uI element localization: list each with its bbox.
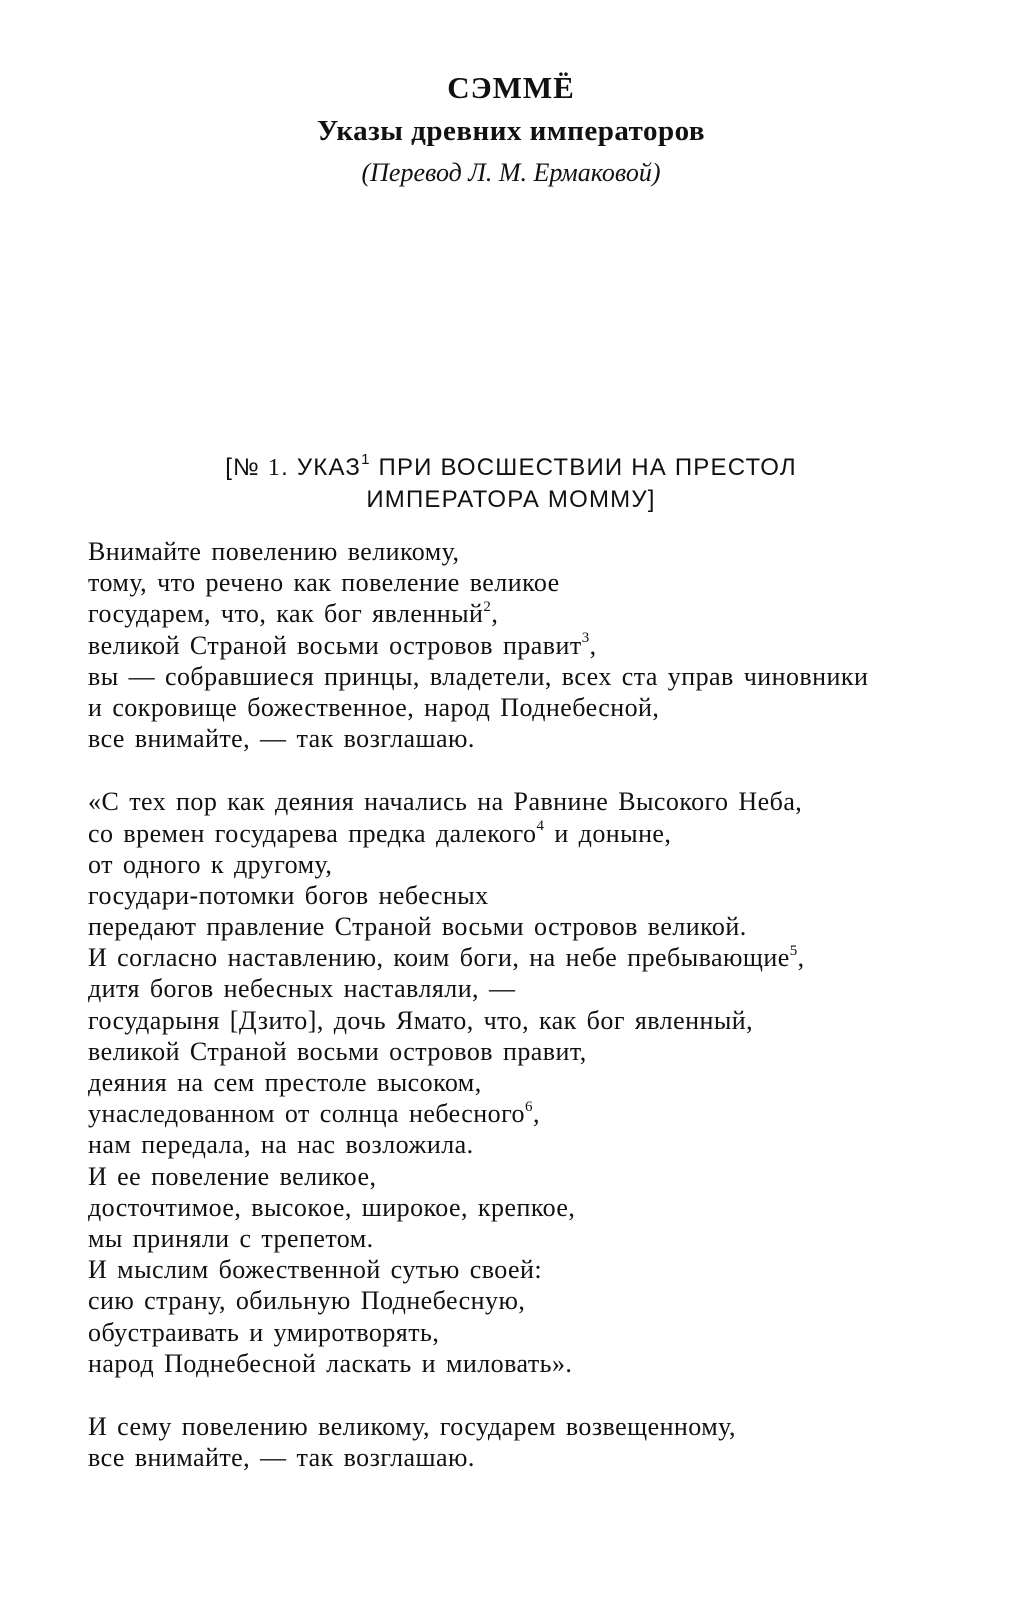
verse-text: передают правление Страной восьми островов великой. bbox=[88, 912, 747, 942]
verse-text: государи-потомки богов небесных bbox=[88, 880, 489, 910]
verse-line bbox=[88, 1285, 988, 1316]
verse-text: дитя богов небесных наставляли, — bbox=[88, 974, 516, 1004]
verse-text: деяния на сем престоле высоком, bbox=[88, 1068, 482, 1097]
verse-text: государыня [Дзито], дочь Ямато, что, как бог явленный, bbox=[88, 1005, 754, 1035]
verse-text-after-note: и доныне, bbox=[544, 818, 672, 848]
stanza bbox=[88, 536, 988, 754]
stanza bbox=[88, 786, 988, 1379]
section-heading-line-2: ИМПЕРАТОРА МОММУ] bbox=[366, 486, 656, 513]
verse-line bbox=[88, 849, 988, 880]
verse-text: великой Страной восьми островов правит bbox=[88, 630, 582, 660]
document-subtitle: Указы древних императоров bbox=[316, 115, 706, 147]
verse-line bbox=[88, 1129, 988, 1160]
verse-line bbox=[88, 536, 988, 567]
footnote-marker: 2 bbox=[483, 598, 492, 615]
translator-credit: (Перевод Л. М. Ермаковой) bbox=[361, 158, 661, 187]
verse-line bbox=[88, 973, 988, 1004]
verse-text: досточтимое, высокое, широкое, крепкое, bbox=[88, 1192, 576, 1222]
verse-line bbox=[88, 1254, 988, 1285]
verse-line bbox=[88, 1005, 988, 1036]
section-heading bbox=[0, 452, 1022, 515]
footnote-marker: 5 bbox=[789, 942, 798, 959]
decree-text bbox=[88, 536, 988, 1473]
verse-line bbox=[88, 818, 988, 849]
heading-number: 1 bbox=[267, 455, 282, 481]
verse-text: со времен государева предка далекого bbox=[88, 818, 537, 848]
verse-text: мы приняли с трепетом. bbox=[88, 1223, 374, 1253]
verse-text: все внимайте, — так возглашаю. bbox=[88, 724, 475, 754]
verse-line bbox=[88, 661, 988, 692]
verse-line bbox=[88, 942, 988, 973]
verse-line bbox=[88, 1067, 988, 1098]
heading-prefix: [№ bbox=[225, 454, 268, 481]
verse-text: Внимайте повелению великому, bbox=[88, 537, 460, 566]
verse-line bbox=[88, 1411, 988, 1442]
verse-text: и сокровище божественное, народ Поднебесной, bbox=[88, 692, 660, 722]
footnote-marker: 3 bbox=[581, 629, 590, 646]
verse-text-after-note: , bbox=[491, 599, 499, 629]
verse-text: И ее повеление великое, bbox=[88, 1161, 377, 1191]
verse-line bbox=[88, 692, 988, 723]
verse-line bbox=[88, 1098, 988, 1129]
verse-text: «С тех пор как деяния начались на Равнине Высокого Неба, bbox=[88, 787, 803, 817]
verse-line bbox=[88, 880, 988, 911]
verse-text-after-note: , bbox=[797, 943, 805, 973]
verse-line bbox=[88, 1442, 988, 1473]
verse-line bbox=[88, 630, 988, 661]
heading-decree-label: . УКАЗ bbox=[281, 454, 362, 481]
footnote-marker: 6 bbox=[525, 1098, 533, 1115]
verse-line bbox=[88, 567, 988, 598]
heading-rest: ПРИ ВОСШЕСТВИИ НА ПРЕСТОЛ bbox=[370, 454, 797, 481]
verse-text: от одного к другому, bbox=[88, 849, 333, 879]
verse-text-after-note: , bbox=[589, 630, 597, 660]
verse-line bbox=[88, 1317, 988, 1348]
verse-line bbox=[88, 786, 988, 817]
stanza bbox=[88, 1411, 988, 1473]
verse-line bbox=[88, 911, 988, 942]
verse-line bbox=[88, 1161, 988, 1192]
verse-line bbox=[88, 1036, 988, 1067]
verse-text: сию страну, обильную Поднебесную, bbox=[88, 1286, 526, 1316]
verse-text: И мыслим божественной сутью своей: bbox=[88, 1255, 543, 1285]
verse-text: унаследованном от солнца небесного bbox=[88, 1099, 526, 1129]
verse-line bbox=[88, 1192, 988, 1223]
verse-text: народ Поднебесной ласкать и миловать». bbox=[88, 1348, 573, 1378]
section-heading-line-1 bbox=[0, 452, 1022, 484]
verse-text: тому, что речено как повеление великое bbox=[88, 568, 560, 598]
verse-text: обустраивать и умиротворять, bbox=[88, 1317, 440, 1347]
verse-text: государем, что, как бог явленный bbox=[88, 599, 484, 629]
verse-text: И сему повелению великому, государем возвещенному, bbox=[88, 1411, 736, 1441]
verse-text-after-note: , bbox=[532, 1099, 540, 1129]
verse-text: вы — собравшиеся принцы, владетели, всех ста управ чиновники bbox=[88, 661, 869, 691]
verse-text: И согласно наставлению, коим боги, на небе пребывающие bbox=[88, 943, 790, 973]
verse-text: нам передала, на нас возложила. bbox=[88, 1130, 474, 1160]
verse-text: все внимайте, — так возглашаю. bbox=[88, 1443, 475, 1473]
footnote-marker: 1 bbox=[361, 451, 371, 468]
verse-text: великой Страной восьми островов правит, bbox=[88, 1036, 587, 1066]
verse-line bbox=[88, 1348, 988, 1379]
verse-line bbox=[88, 1223, 988, 1254]
verse-line bbox=[88, 598, 988, 629]
verse-line bbox=[88, 723, 988, 754]
footnote-marker: 4 bbox=[536, 817, 545, 834]
document-title: СЭММЁ bbox=[447, 70, 575, 105]
